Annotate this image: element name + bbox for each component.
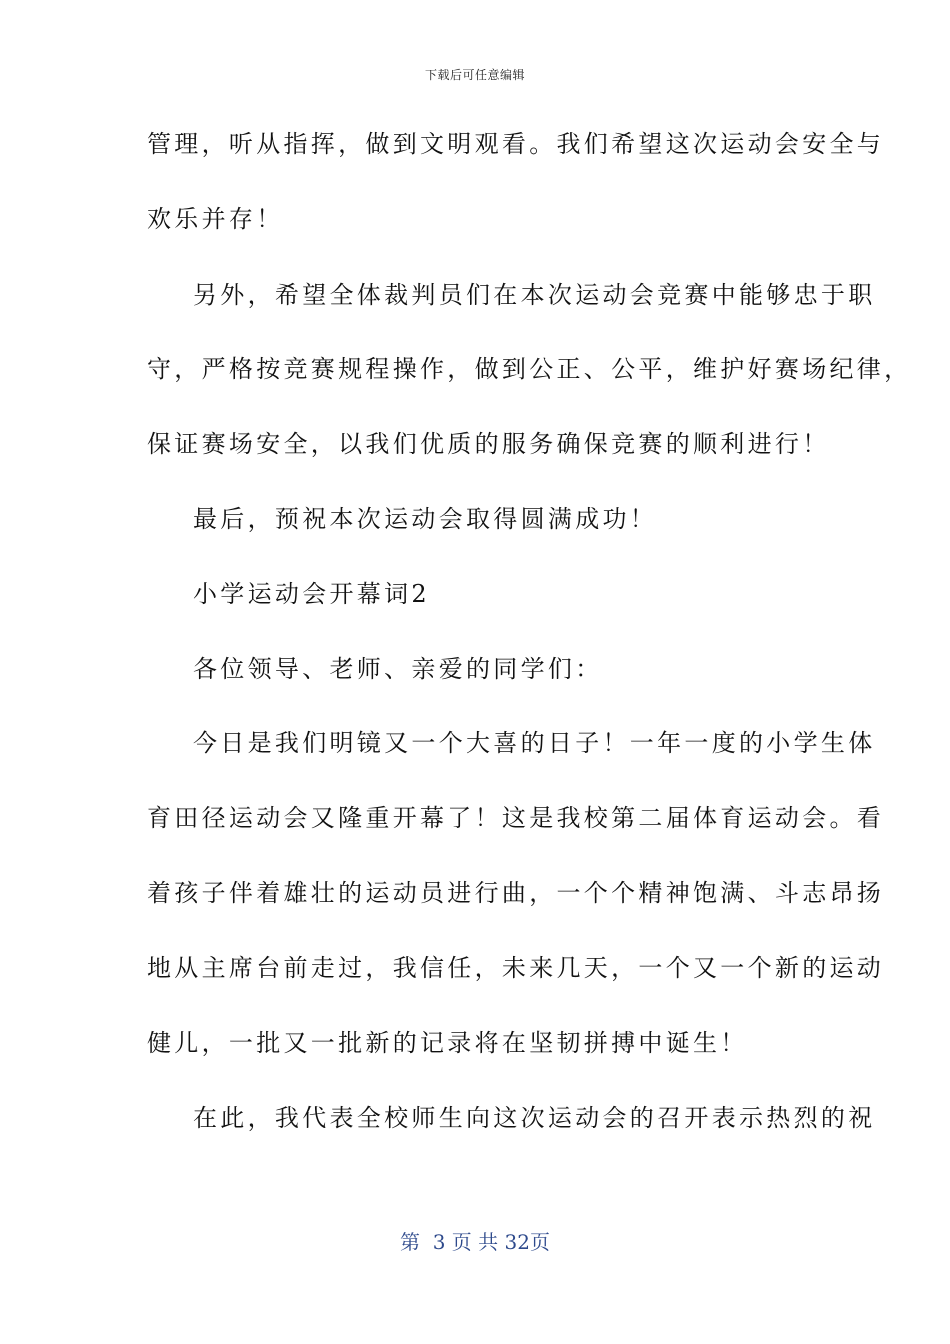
text-line: 在此，我代表全校师生向这次运动会的召开表示热烈的祝 xyxy=(193,1104,876,1132)
page-footer: 第 3 页 共 32页 xyxy=(400,1230,550,1254)
text-line: 地从主席台前走过，我信任，未来几天，一个又一个新的运动 xyxy=(147,954,885,982)
text-line: 最后，预祝本次运动会取得圆满成功！ xyxy=(193,505,658,533)
text-line: 着孩子伴着雄壮的运动员进行曲，一个个精神饱满、斗志昂扬 xyxy=(147,879,885,907)
text-line: 另外，希望全体裁判员们在本次运动会竞赛中能够忠于职 xyxy=(193,281,876,309)
text-line: 各位领导、老师、亲爱的同学们： xyxy=(193,655,603,683)
text-line: 欢乐并存！ xyxy=(147,205,284,233)
text-line: 保证赛场安全，以我们优质的服务确保竞赛的顺利进行！ xyxy=(147,430,830,458)
text-line: 今日是我们明镜又一个大喜的日子！一年一度的小学生体 xyxy=(193,729,876,757)
text-line: 育田径运动会又隆重开幕了！这是我校第二届体育运动会。看 xyxy=(147,804,885,832)
text-line: 守，严格按竞赛规程操作，做到公正、公平，维护好赛场纪律， xyxy=(147,355,912,383)
header-note: 下载后可任意编辑 xyxy=(424,68,525,82)
section-heading: 小学运动会开幕词2 xyxy=(193,580,430,608)
text-line: 健儿，一批又一批新的记录将在坚韧拼搏中诞生！ xyxy=(147,1029,748,1057)
text-line: 管理，听从指挥，做到文明观看。我们希望这次运动会安全与 xyxy=(147,130,885,158)
